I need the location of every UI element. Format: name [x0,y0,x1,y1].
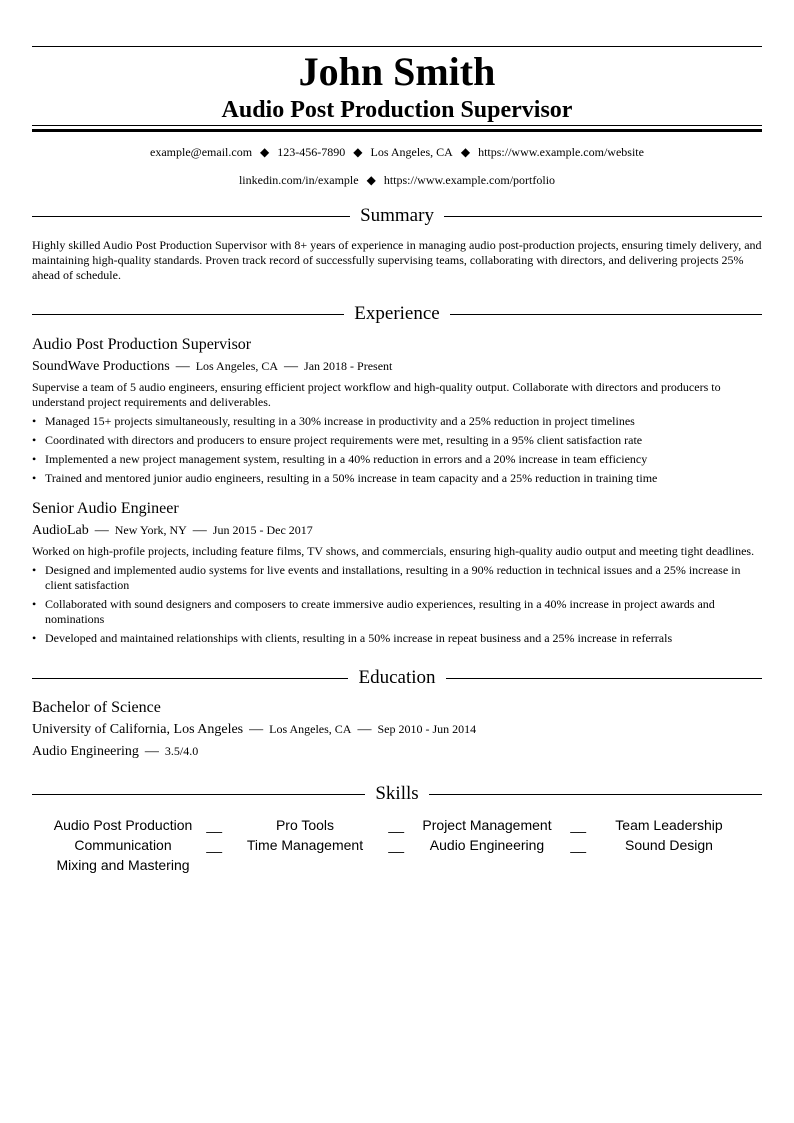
bullet-icon: • [32,471,37,485]
skill-label: Pro Tools [275,817,335,833]
location-text: Los Angeles, CA [370,145,453,159]
field-of-study: Audio Engineering [32,744,139,759]
dash-separator: — [357,722,372,737]
list-item [32,471,762,486]
skill-separator: __ [388,817,404,833]
skill-label: Sound Design [625,837,713,853]
bullet-text: Managed 15+ projects simultaneously, resulting in a 30% increase in productivity and a 25% reduction in project timelines [45,414,635,428]
dash-separator: — [175,359,190,374]
field-meta [32,741,762,762]
school-dates: Sep 2010 - Jun 2014 [377,722,477,736]
skill-separator: __ [206,817,222,833]
section-header-skills [32,782,762,806]
skill-label: Project Management [422,817,552,833]
gpa: 3.5/4.0 [164,744,199,758]
diamond-separator-icon: ◆ [460,145,471,159]
bullet-text: Developed and maintained relationships with clients, resulting in a 50% increase in repeat business and a 25% increase in referrals [45,631,673,645]
skill-label: Team Leadership [615,817,723,833]
job-meta [32,356,762,377]
bullet-text: Trained and mentored junior audio engineers, resulting in a 50% increase in team capacity and a 25% reduction in training time [45,471,658,485]
list-item [32,452,762,467]
company-name: SoundWave Productions [32,359,170,374]
email-link[interactable]: example@email.com [150,145,253,159]
summary-text: Highly skilled Audio Post Production Supervisor with 8+ years of experience in managing audio post-production projects, ensuring timely delivery, and maintaining high-quality standards. Proven track record of successfully supervising teams, collaborating with directors, and delivering projects 25% ahead of schedule. [32,238,762,282]
bullet-icon: • [32,433,37,447]
skill-item [214,815,404,835]
contact-line-2 [32,166,762,194]
bullet-icon: • [32,414,37,428]
skill-item [396,835,586,855]
skill-item [396,815,586,835]
skill-separator: __ [388,837,404,853]
job-title: Audio Post Production Supervisor [32,336,252,353]
job-dates: Jun 2015 - Dec 2017 [212,523,313,537]
section-rule [446,678,762,679]
list-item [32,563,762,593]
bullet-icon: • [32,452,37,466]
section-rule [32,314,344,315]
job-title: Senior Audio Engineer [32,500,179,517]
job-location: New York, NY [114,523,187,537]
section-header-summary [32,204,762,228]
bullet-icon: • [32,563,37,577]
section-rule [444,216,762,217]
bullet-text: Designed and implemented audio systems for live events and installations, resulting in a 90% reduction in technical issues and a 25% increase in client satisfaction [45,563,741,592]
section-title: Skills [375,783,419,804]
section-rule [32,794,365,795]
section-header-experience [32,302,762,326]
skill-label: Communication [74,837,172,853]
skill-item [578,815,760,835]
job-bullets [32,563,762,646]
list-item [32,414,762,429]
diamond-separator-icon: ◆ [366,173,376,187]
skill-label: Mixing and Mastering [56,857,190,873]
school-location: Los Angeles, CA [269,722,352,736]
list-item [32,597,762,627]
bullet-icon: • [32,597,37,611]
candidate-name: John Smith [298,49,496,94]
bullet-icon: • [32,631,37,645]
list-item [32,631,762,646]
job-location: Los Angeles, CA [195,359,279,373]
list-item [32,433,762,448]
degree: Bachelor of Science [32,699,161,716]
skill-separator: __ [206,837,222,853]
skills-grid [32,815,762,875]
dash-separator: — [144,744,159,759]
skill-item [32,835,222,855]
section-rule [32,678,348,679]
skill-item [578,835,760,855]
website-link[interactable]: https://www.example.com/website [478,145,644,159]
dash-separator: — [192,523,207,538]
candidate-title: Audio Post Production Supervisor [221,97,573,123]
school-meta [32,719,762,740]
education-entry [32,698,762,762]
section-rule [429,794,762,795]
section-header-education [32,666,762,690]
section-rule [450,314,762,315]
skill-label: Audio Engineering [429,837,545,853]
section-title: Education [358,667,436,688]
job-meta [32,520,762,541]
section-rule [32,216,350,217]
skill-separator: __ [570,837,586,853]
job-description: Supervise a team of 5 audio engineers, ensuring efficient project workflow and high-quality output. Collaborate with directors and producers to understand project requirements and deliverables. [32,380,721,409]
dash-separator: — [249,722,264,737]
job-bullets [32,414,762,486]
section-title: Summary [360,205,434,226]
header-double-rule [32,125,762,132]
diamond-separator-icon: ◆ [260,145,270,159]
skill-label: Audio Post Production [53,817,193,833]
contact-line-1 [32,138,762,166]
dash-separator: — [284,359,299,374]
linkedin-link[interactable]: linkedin.com/in/example [238,173,359,187]
school-name: University of California, Los Angeles [32,722,244,737]
top-rule [32,46,762,47]
bullet-text: Implemented a new project management system, resulting in a 40% reduction in errors and a 20% increase in team efficiency [45,452,648,466]
skill-item [32,855,214,875]
skill-label: Time Management [246,837,364,853]
job-dates: Jan 2018 - Present [304,359,393,373]
job-entry [32,499,762,646]
job-description: Worked on high-profile projects, including feature films, TV shows, and commercials, ensuring high-quality audio output and meeting tight deadlines. [32,544,755,558]
phone-text: 123-456-7890 [277,145,346,159]
job-entry [32,335,762,486]
section-title: Experience [354,303,440,324]
diamond-separator-icon: ◆ [353,145,363,159]
portfolio-link[interactable]: https://www.example.com/portfolio [383,173,556,187]
skill-item [214,835,404,855]
company-name: AudioLab [32,523,89,538]
skill-item [32,815,222,835]
skill-separator: __ [570,817,586,833]
dash-separator: — [94,523,109,538]
bullet-text: Collaborated with sound designers and composers to create immersive audio experiences, resulting in a 40% increase in project awards and nominations [45,597,715,626]
contact-block [32,138,762,194]
resume-page [32,0,762,875]
bullet-text: Coordinated with directors and producers to ensure project requirements were met, resulting in a 95% client satisfaction rate [45,433,643,447]
